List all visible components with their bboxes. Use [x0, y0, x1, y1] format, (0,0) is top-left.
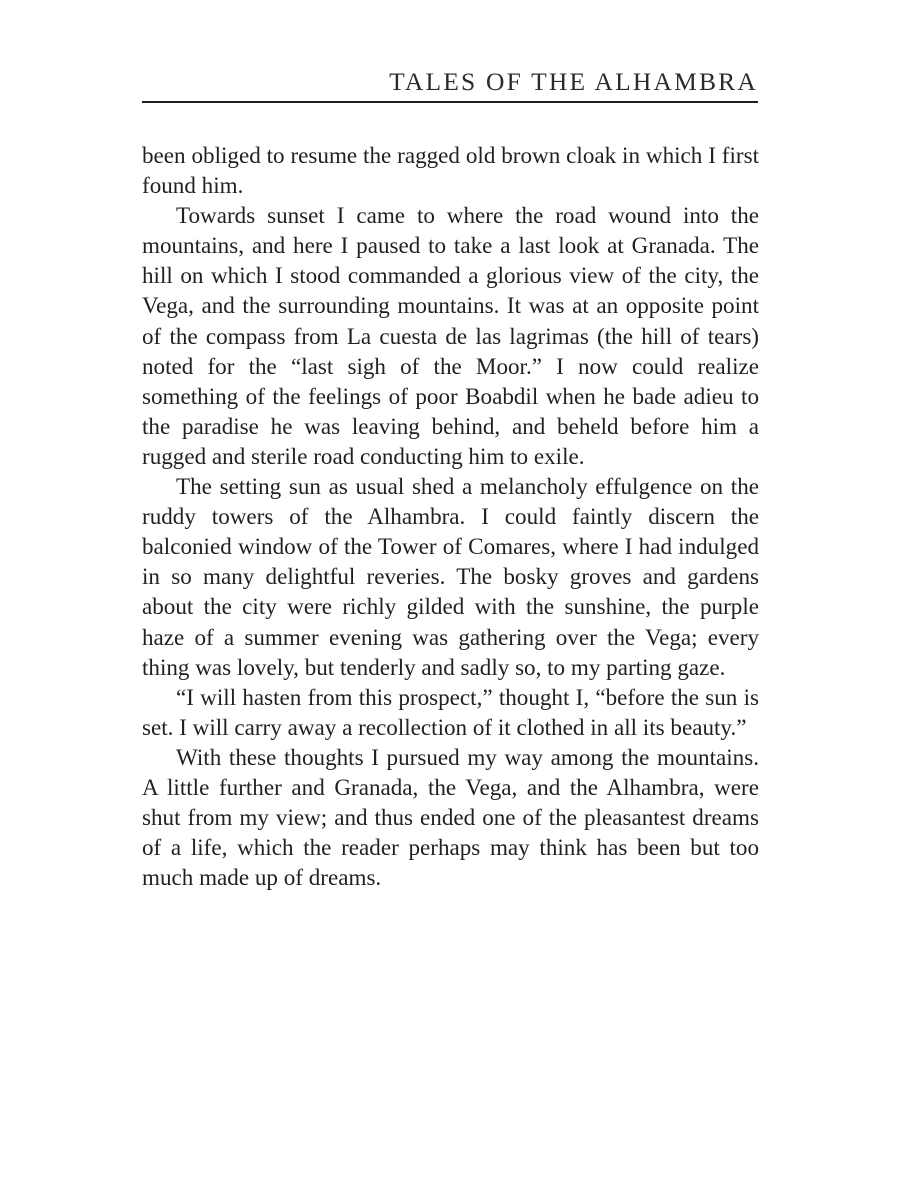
paragraph-2: Towards sunset I came to where the road wound into the mountains, and here I paused to take a last look at Granada. The hill on which I stood commanded a glorious view of the city, the Vega, and the surrounding mountains. It was at an opposite point of the compass from La cuesta de las lagrimas (the hill of tears) noted for the “last sigh of the Moor.” I now could realize something of the feelings of poor Boabdil when he bade adieu to the paradise he was leaving behind, and beheld before him a rugged and sterile road conducting him to exile. [142, 202, 759, 469]
paragraph-1: been obliged to resume the ragged old brown cloak in which I first found him. [142, 142, 759, 199]
body-text [142, 140, 759, 892]
paragraph-3: The setting sun as usual shed a melancholy effulgence on the ruddy towers of the Alhambra. I could faintly discern the balconied window of the Tower of Comares, where I had indulged in so many delightful reveries. The bosky groves and gardens about the city were richly gilded with the sunshine, the purple haze of a summer evening was gathering over the Vega; every thing was lovely, but tenderly and sadly so, to my parting gaze. [142, 473, 759, 680]
paragraph-5: With these thoughts I pursued my way among the mountains. A little further and Granada, the Vega, and the Alhambra, were shut from my view; and thus ended one of the pleasantest dreams of a life, which the reader perhaps may think has been but too much made up of dreams. [142, 743, 759, 891]
paragraph-4: “I will hasten from this prospect,” thought I, “before the sun is set. I will carry away a recollection of it clothed in all its beauty.” [142, 683, 759, 740]
running-head-title: TALES OF THE ALHAMBRA [389, 67, 758, 96]
running-head [142, 66, 758, 102]
header-rule [142, 101, 758, 103]
